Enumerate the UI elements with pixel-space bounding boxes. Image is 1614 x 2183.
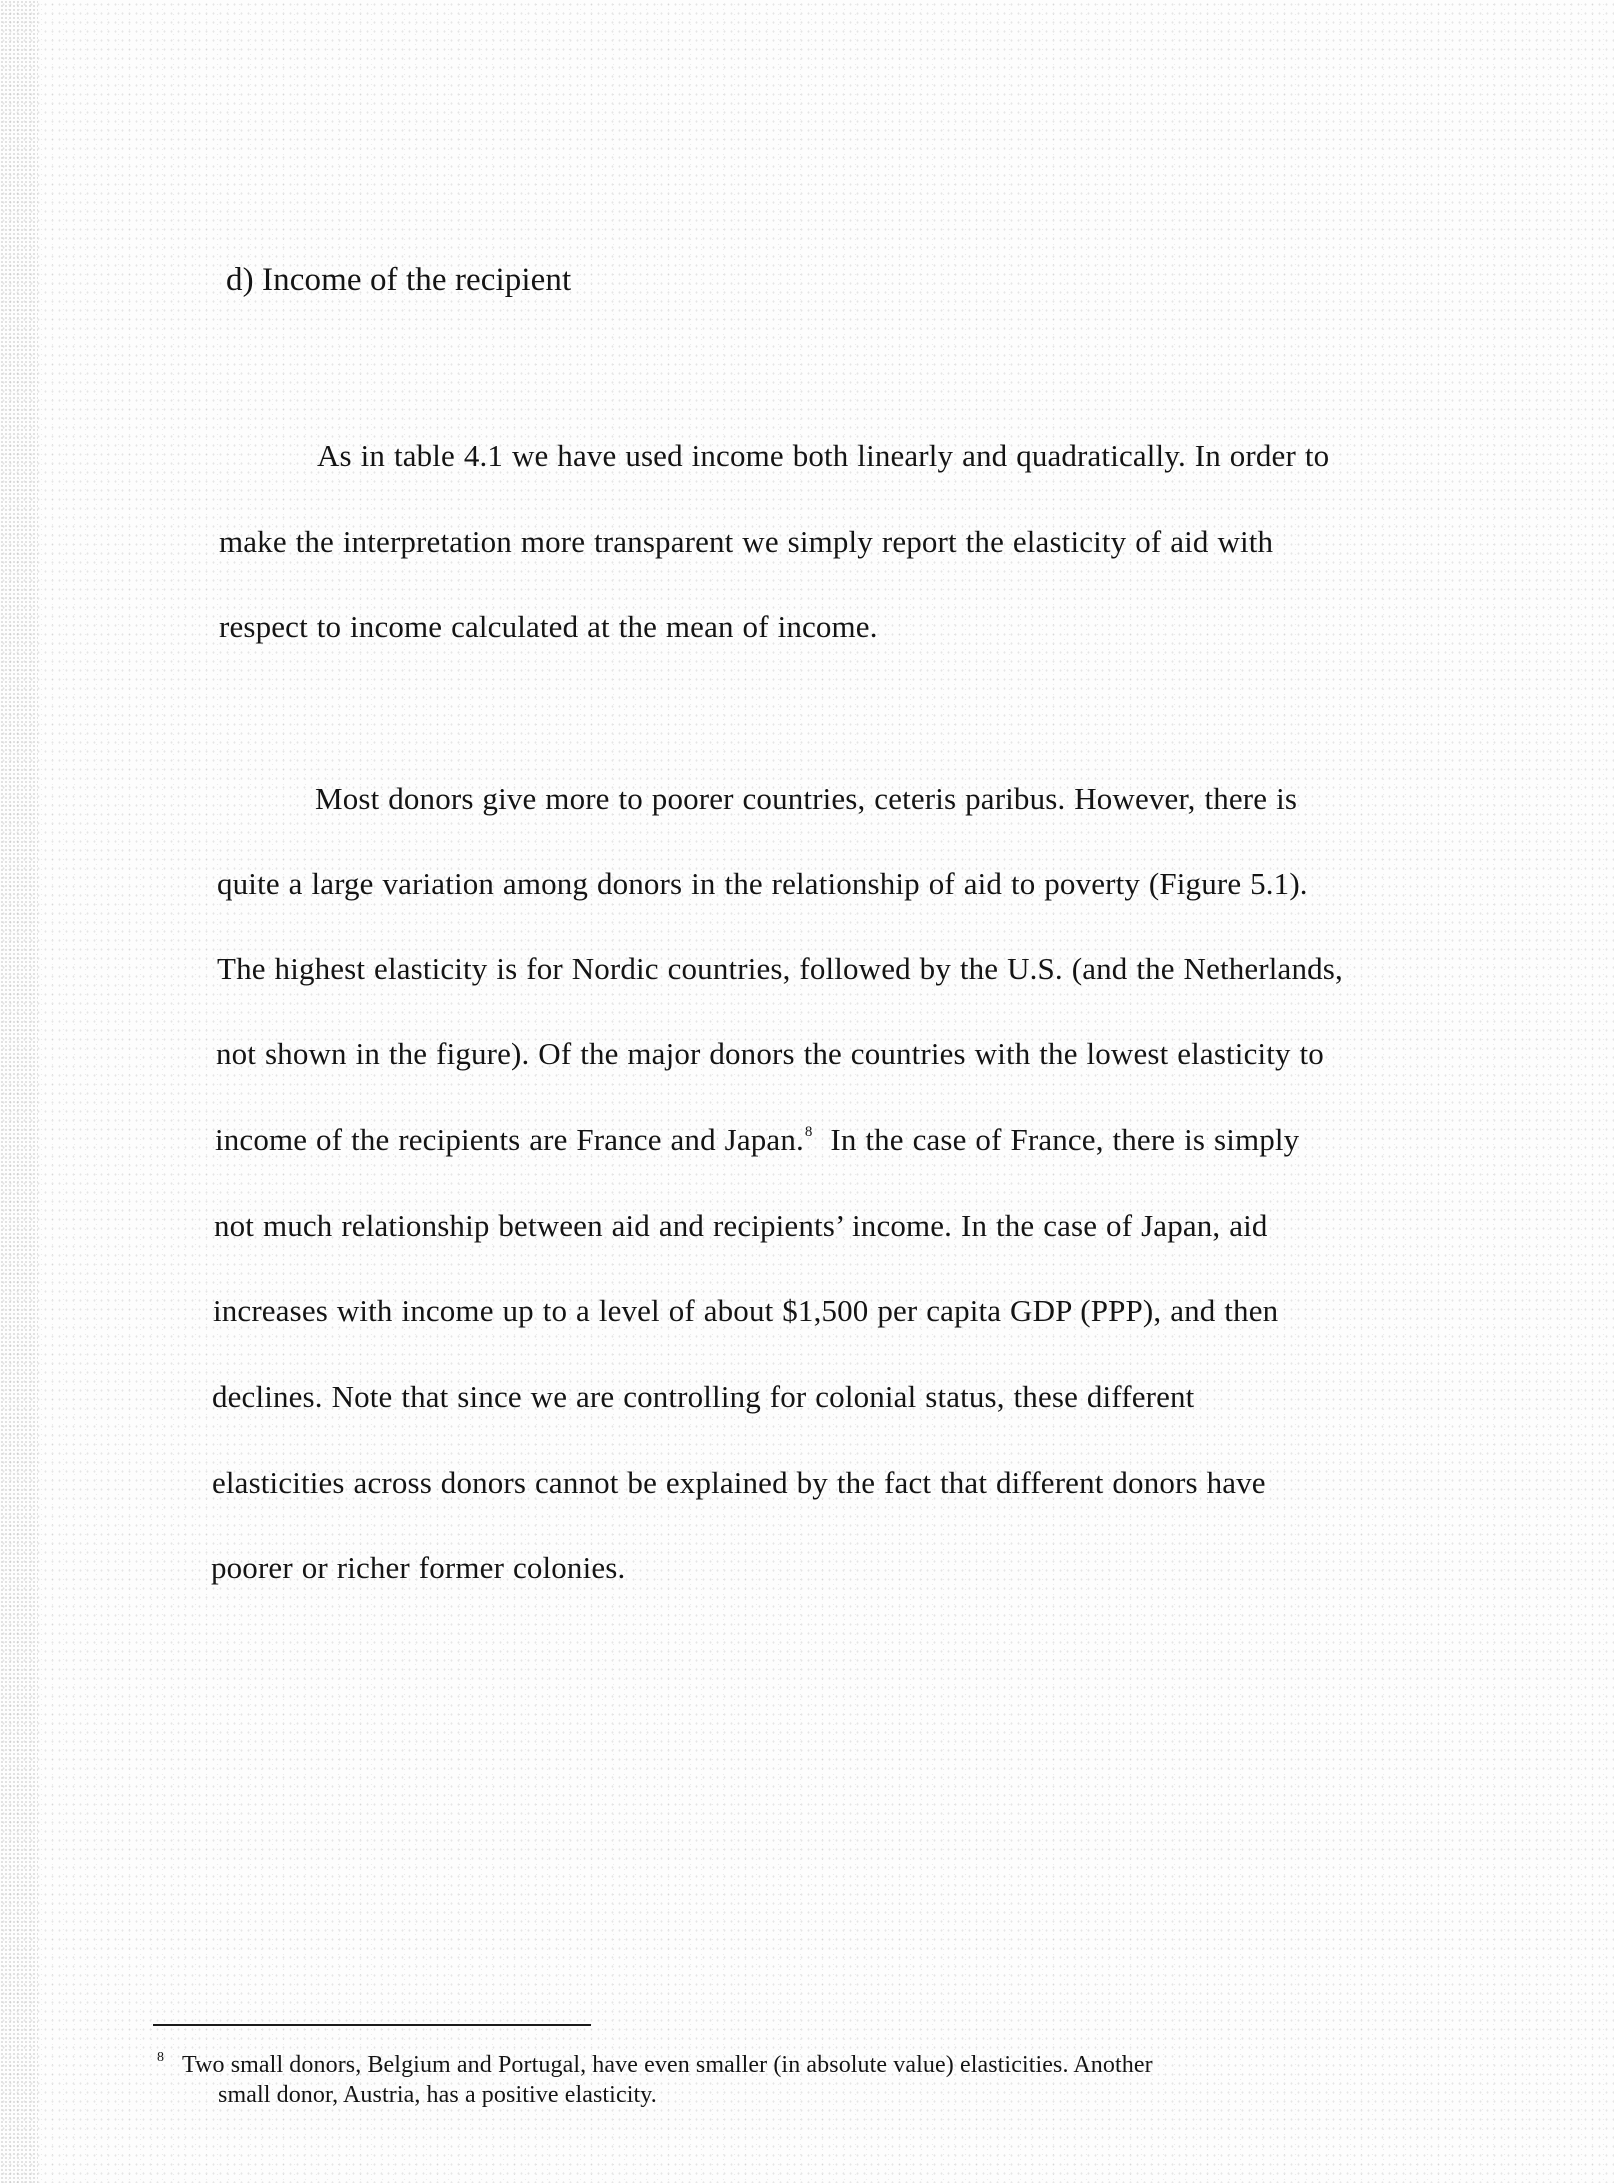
paragraph-2-text: income of the recipients are France and Japan. [215, 1122, 804, 1157]
footnote-separator [153, 2024, 591, 2026]
paragraph-2-line: Most donors give more to poorer countries, ceteris paribus. However, there is [315, 781, 1298, 816]
paragraph-2-line: declines. Note that since we are controlling for colonial status, these different [212, 1379, 1195, 1414]
paragraph-2-line: The highest elasticity is for Nordic countries, followed by the U.S. (and the Netherlands, [217, 951, 1343, 986]
scan-edge-noise [0, 0, 38, 2183]
footnote-line: small donor, Austria, has a positive elasticity. [218, 2082, 657, 2108]
paragraph-2-text: In the case of France, there is simply [830, 1122, 1300, 1157]
paragraph-2-line: poorer or richer former colonies. [211, 1550, 626, 1585]
paragraph-2-line: not much relationship between aid and recipients’ income. In the case of Japan, aid [214, 1208, 1268, 1243]
paragraph-1-line: As in table 4.1 we have used income both linearly and quadratically. In order to [317, 438, 1330, 473]
paragraph-2-line: elasticities across donors cannot be explained by the fact that different donors have [212, 1465, 1266, 1500]
paragraph-2-line: not shown in the figure). Of the major donors the countries with the lowest elasticity to [216, 1036, 1324, 1071]
paragraph-1-line: make the interpretation more transparent we simply report the elasticity of aid with [219, 524, 1274, 559]
section-heading: d) Income of the recipient [226, 262, 572, 298]
paragraph-1-line: respect to income calculated at the mean of income. [219, 609, 878, 644]
footnote-marker: 8 [157, 2050, 164, 2065]
paragraph-2-line [215, 1122, 1299, 1158]
footnote-reference[interactable]: 8 [804, 1124, 813, 1140]
paragraph-2-line: increases with income up to a level of about $1,500 per capita GDP (PPP), and then [213, 1293, 1279, 1328]
footnote-line: Two small donors, Belgium and Portugal, have even smaller (in absolute value) elasticities. Another [182, 2052, 1153, 2078]
paragraph-2-line: quite a large variation among donors in the relationship of aid to poverty (Figure 5.1). [217, 866, 1308, 901]
